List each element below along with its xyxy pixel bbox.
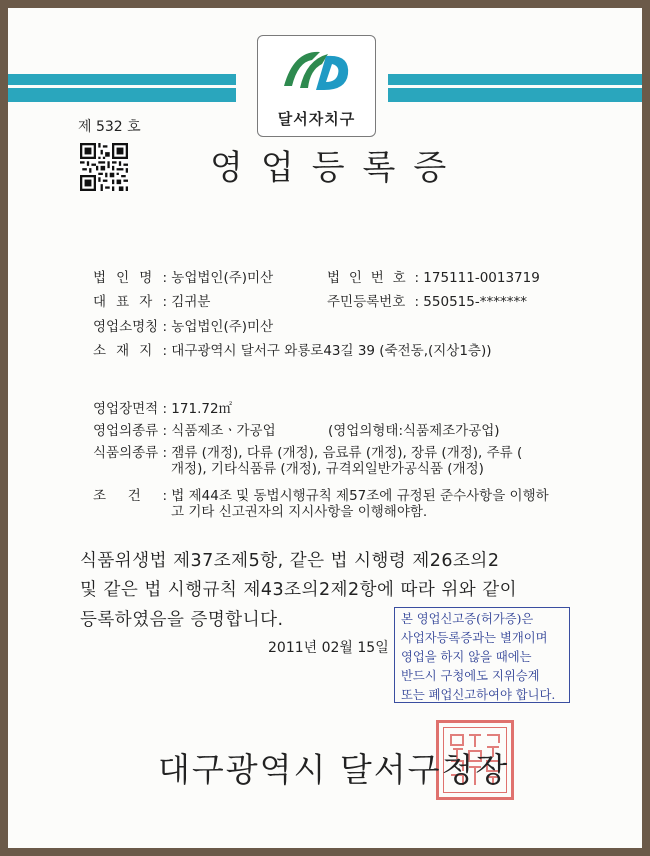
company-row [93,266,273,286]
area-row [93,397,232,417]
certificate-number: 제 532 호 [78,119,141,135]
notice-line-1: 본 영업신고증(허가증)은 [401,612,534,626]
notice-line-2: 사업자등록증과는 별개이며 [401,631,548,645]
corp-no-value: 175111-0013719 [423,270,540,286]
document-title: 영업등록증 [210,148,465,188]
district-emblem-icon [276,42,356,100]
company-value: 농업법인(주)미산 [171,270,274,286]
biz-name-row [93,315,273,335]
district-logo [257,35,376,137]
rep-label: 대 표 자 : [93,294,167,310]
condition-label: 조 건 : [93,488,167,504]
food-type-label: 식품의종류 : [93,445,168,461]
body-line-3: 등록하였음을 증명합니다. [80,610,284,630]
address-row [93,339,492,359]
issue-date: 2011년 02월 15일 [268,640,389,656]
biz-form-value: (영업의형태:식품제조가공업) [328,423,500,439]
notice-line-4: 반드시 구청에도 지위승계 [401,669,540,683]
company-label: 법 인 명 : [93,270,167,286]
condition-line2: 고 기타 신고권자의 지시사항을 이행해야함. [171,504,428,520]
notice-box [394,607,570,703]
body-line-2: 및 같은 법 시행규칙 제43조의2제2항에 따라 위와 같이 [80,580,518,600]
biz-type-label: 영업의종류 : [93,423,168,439]
notice-line-5: 또는 폐업신고하여야 합니다. [401,688,556,702]
notice-line-3: 영업을 하지 않을 때에는 [401,650,532,664]
corp-no-label: 법 인 번 호 : [327,270,419,286]
resident-no-row [327,290,527,310]
food-type-line2: 개정), 기타식품류 (개정), 규격외일반가공식품 (개정) [171,461,484,477]
condition-line1: 법 제44조 및 동법시행규칙 제57조에 규정된 준수사항을 이행하 [171,488,549,504]
biz-name-value: 농업법인(주)미산 [171,319,274,335]
rep-value: 김귀분 [171,294,211,310]
issuer-name: 대구광역시 달서구청장 [158,750,510,789]
area-value: 171.72㎡ [171,401,233,417]
header-band-left [8,74,236,102]
body-line-1: 식품위생법 제37조제5항, 같은 법 시행령 제26조의2 [80,551,500,571]
resident-no-value: 550515-******* [423,294,527,310]
logo-label: 달서자치구 [277,110,356,128]
resident-no-label: 주민등록번호 : [327,294,419,310]
biz-type-value: 식품제조ㆍ가공업 [171,423,276,439]
food-type-line1: 잼류 (개정), 다류 (개정), 음료류 (개정), 장류 (개정), 주류 ( [171,445,523,461]
address-label: 소 재 지 : [93,343,167,359]
rep-row [93,290,210,310]
address-value: 대구광역시 달서구 와룡로43길 39 (죽전동,(지상1층)) [171,343,492,359]
biz-type-row [93,419,276,439]
header-band-right [388,74,642,102]
biz-name-label: 영업소명칭 : [93,319,168,335]
area-label: 영업장면적 : [93,401,168,417]
qr-code-icon [80,143,128,191]
corp-no-row [327,266,540,286]
